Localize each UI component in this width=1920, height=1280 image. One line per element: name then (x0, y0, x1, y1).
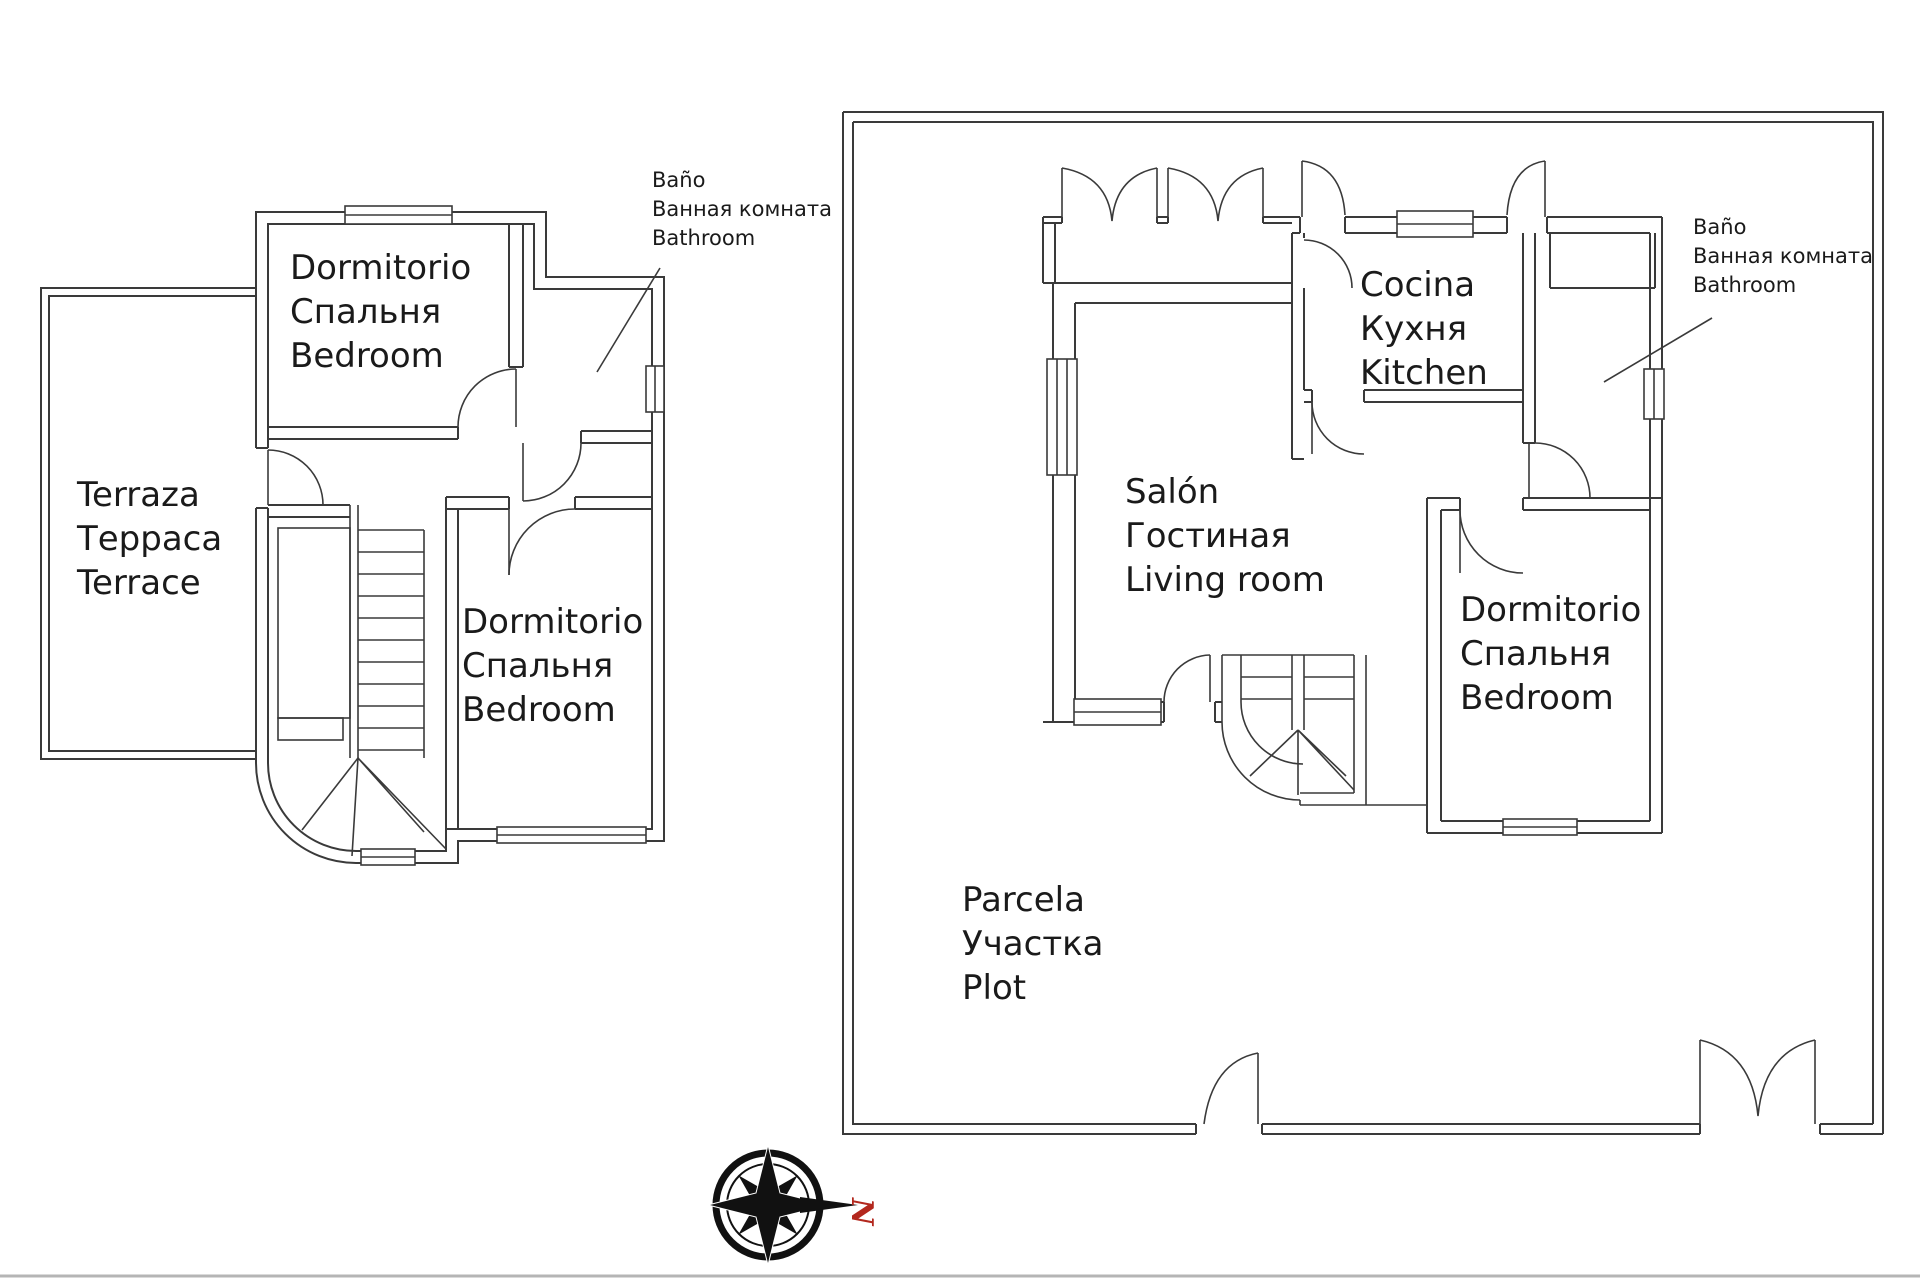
window-bedroom-ground (1503, 819, 1577, 835)
window-stair-bay (361, 849, 415, 865)
room-label-kitchen: Cocina Кухня Kitchen (1360, 265, 1488, 393)
window-living-south (1074, 699, 1161, 725)
window-bedroom-bottom (497, 827, 646, 843)
window-top (345, 206, 452, 224)
room-label-bedroom-upper: Dormitorio Спальня Bedroom (290, 248, 472, 376)
label-plot: Parcela Участка Plot (962, 880, 1104, 1008)
room-label-terrace: Terraza Терраса Terrace (77, 475, 223, 603)
room-label-bedroom-ground: Dormitorio Спальня Bedroom (1460, 590, 1642, 718)
window-living-west (1047, 359, 1077, 475)
room-label-living-room: Salón Гостиная Living room (1125, 472, 1325, 600)
window-bathroom-ground (1644, 369, 1664, 419)
window-kitchen (1397, 211, 1473, 237)
room-label-bedroom-lower: Dormitorio Спальня Bedroom (462, 602, 644, 730)
window-bathroom (646, 366, 664, 412)
compass-north-label: N (844, 1198, 879, 1226)
annotation-bathroom-upper: Baño Ванная комната Bathroom (652, 168, 832, 250)
annotation-bathroom-ground: Baño Ванная комната Bathroom (1693, 215, 1873, 297)
